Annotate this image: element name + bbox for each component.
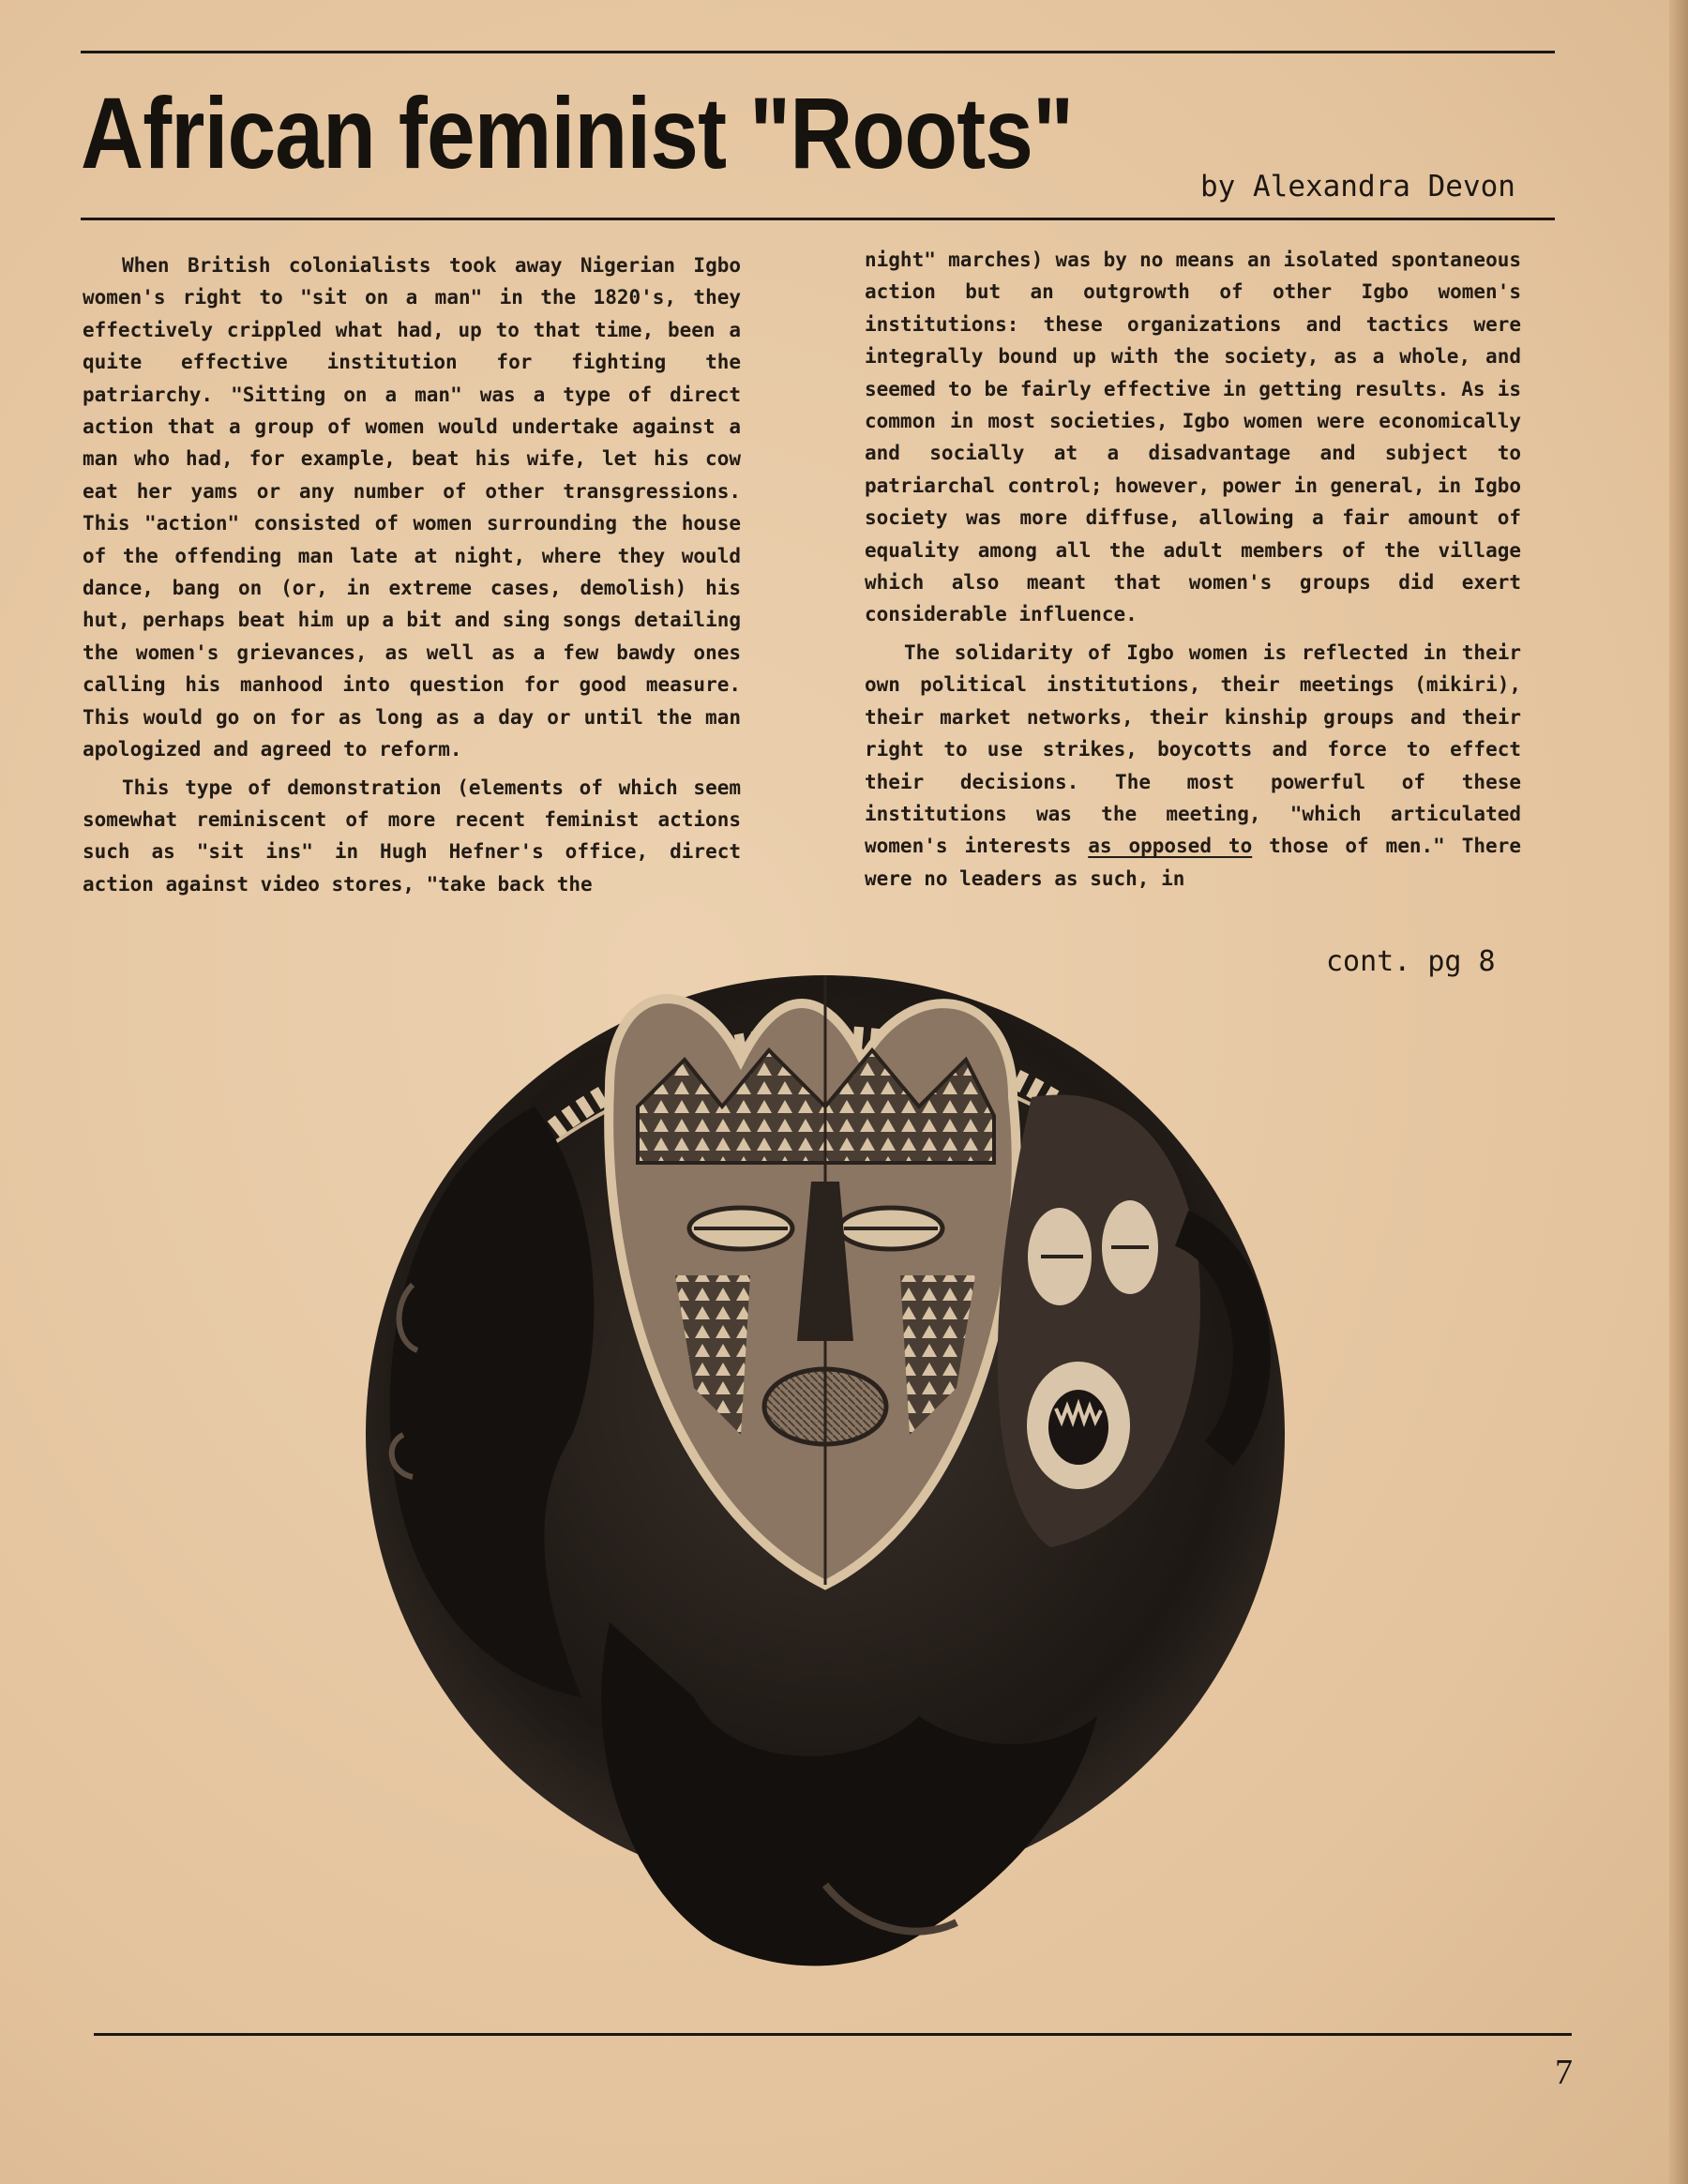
page-number: 7 xyxy=(1555,2053,1573,2092)
title-underline-rule xyxy=(81,218,1555,220)
page-edge xyxy=(1669,0,1688,2184)
body-paragraph: This type of demonstration (elements of which seem somewhat reminiscent of more recent feminist actions such as "sit ins" in Hugh Hefner's office, direct action against video stores, "take back the xyxy=(83,776,741,896)
article-column-left xyxy=(83,249,741,900)
article-column-right xyxy=(865,244,1521,895)
african-mask-illustration xyxy=(300,947,1350,2007)
continued-note: cont. pg 8 xyxy=(1326,945,1496,978)
article-byline: by Alexandra Devon xyxy=(1200,170,1515,203)
body-paragraph: When British colonialists took away Nigerian Igbo women's right to "sit on a man" in the 1820's, they effectively crippled what had, up to that time, been a quite effective institution for fighting the patriarchy. "Sitting on a man" was a type of direct action that a group of women would undertake against a man who had, for example, beat his wife, let his cow eat her yams or any number of other transgressions. This "action" consisted of women surrounding the house of the offending man late at night, where they would dance, bang on (or, in extreme cases, demolish) his hut, perhaps beat him up a bit and sing songs detailing the women's grievances, as well as a few bawdy ones calling his manhood into question for good measure. This would go on for as long as a day or until the man apologized and agreed to reform. xyxy=(83,254,741,761)
body-text: The solidarity of Igbo women is reflected in their own political institutions, their meetings (mikiri), their market networks, their kinship groups and their right to use strikes, boycotts and force to effect their decisions. The most powerful of these institutions was the meeting, "which articulated women's interests xyxy=(865,640,1521,858)
body-paragraph: night" marches) was by no means an isolated spontaneous action but an outgrowth of other Igbo women's institutions: these organizations and tactics were integrally bound up with the society, as a whole, and seemed to be fairly effective in getting results. As is common in most societies, Igbo women were economically and socially at a disadvantage and subject to patriarchal control; however, power in general, in Igbo society was more diffuse, allowing a fair amount of equality among all the adult members of the village which also meant that women's groups did exert considerable influence. xyxy=(865,249,1521,626)
body-text: those of men." There were no leaders as such, in xyxy=(865,835,1521,890)
article-title: African feminist "Roots" xyxy=(81,76,1074,189)
bottom-rule xyxy=(94,2033,1572,2036)
top-rule xyxy=(81,51,1555,53)
underlined-phrase: as opposed to xyxy=(1088,835,1253,858)
body-paragraph xyxy=(865,637,1521,895)
